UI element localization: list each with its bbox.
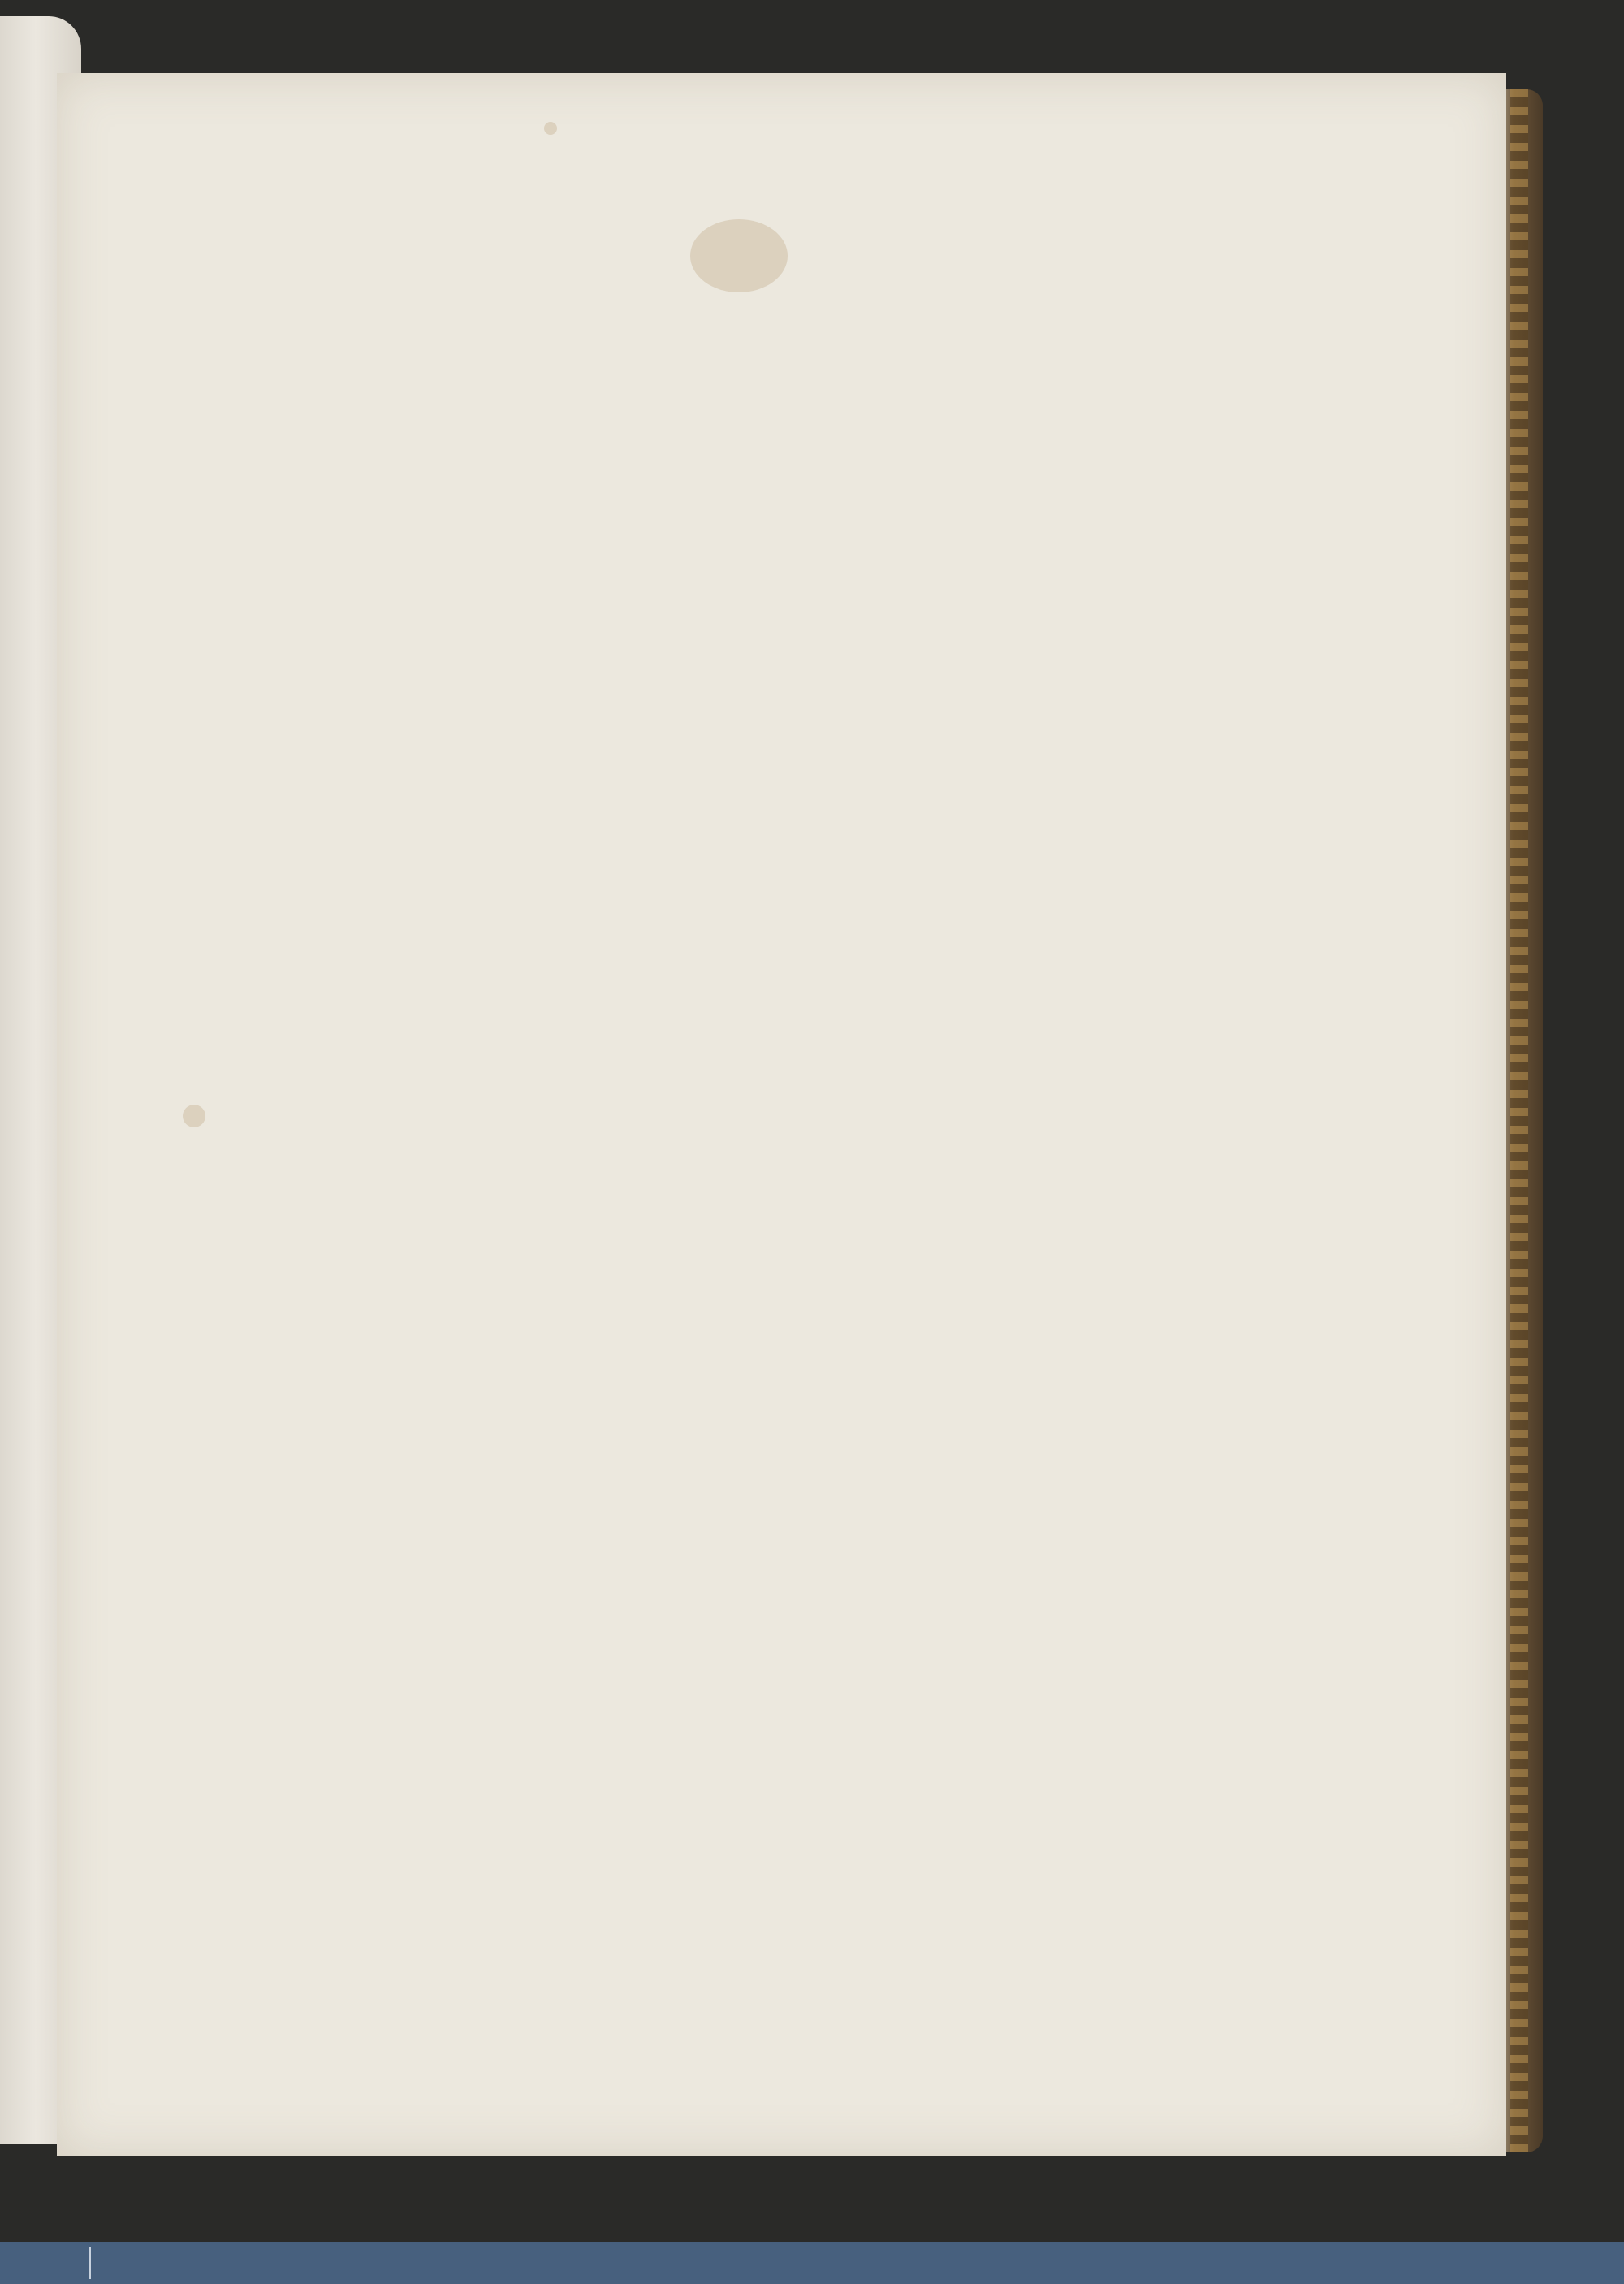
text-line: [445, 1390, 1273, 1428]
entry-text: [445, 1503, 1273, 1692]
paper-stain: [183, 1105, 205, 1127]
text-line: [445, 524, 1273, 562]
text-line: [445, 641, 1273, 679]
text-line: [445, 561, 1273, 599]
text-line: [445, 1165, 1273, 1203]
text-line: [445, 825, 1273, 863]
entry-text: [445, 486, 1273, 599]
entry-text: [445, 788, 1273, 826]
entry-text: [445, 863, 1273, 901]
library-footer: [0, 2242, 1624, 2284]
text-line: [445, 1314, 1273, 1352]
text-line: [445, 1051, 1273, 1089]
text-line: [445, 1541, 1273, 1579]
text-line: [445, 975, 1273, 1014]
text-line: [445, 1202, 1273, 1240]
text-line: [445, 1278, 1273, 1316]
text-line: [445, 1428, 1273, 1466]
paper-stain: [690, 219, 788, 292]
library-logo: [5, 2247, 91, 2279]
paper-stain: [544, 122, 557, 135]
text-line: [445, 1352, 1273, 1391]
text-line: [445, 1239, 1273, 1278]
entry-text: [445, 603, 1273, 678]
text-line: [445, 1578, 1273, 1616]
entry-text: [445, 1239, 1273, 1315]
text-line: [445, 712, 1273, 750]
entry-text: [445, 900, 1273, 1051]
book-page: [57, 73, 1506, 2156]
text-line: [445, 1014, 1273, 1052]
entry-text: [445, 712, 1273, 787]
text-line: [445, 1089, 1273, 1127]
text-line: [445, 788, 1273, 826]
text-line: [445, 1127, 1273, 1165]
text-line: [445, 863, 1273, 901]
text-line: [445, 1465, 1273, 1503]
text-line: [445, 674, 1273, 712]
text-line: [445, 938, 1273, 976]
entry-text: [445, 1165, 1273, 1203]
entry-text: [445, 674, 1273, 712]
text-line: [445, 1616, 1273, 1655]
entry-text: [445, 825, 1273, 863]
text-line: [445, 900, 1273, 938]
text-line: [445, 603, 1273, 641]
text-line: [445, 486, 1273, 524]
entry-text: [445, 1202, 1273, 1240]
text-line: [445, 750, 1273, 788]
text-line: [445, 1654, 1273, 1692]
entry-text: [445, 1051, 1273, 1165]
text-line: [445, 1503, 1273, 1541]
entry-text: [445, 1314, 1273, 1503]
